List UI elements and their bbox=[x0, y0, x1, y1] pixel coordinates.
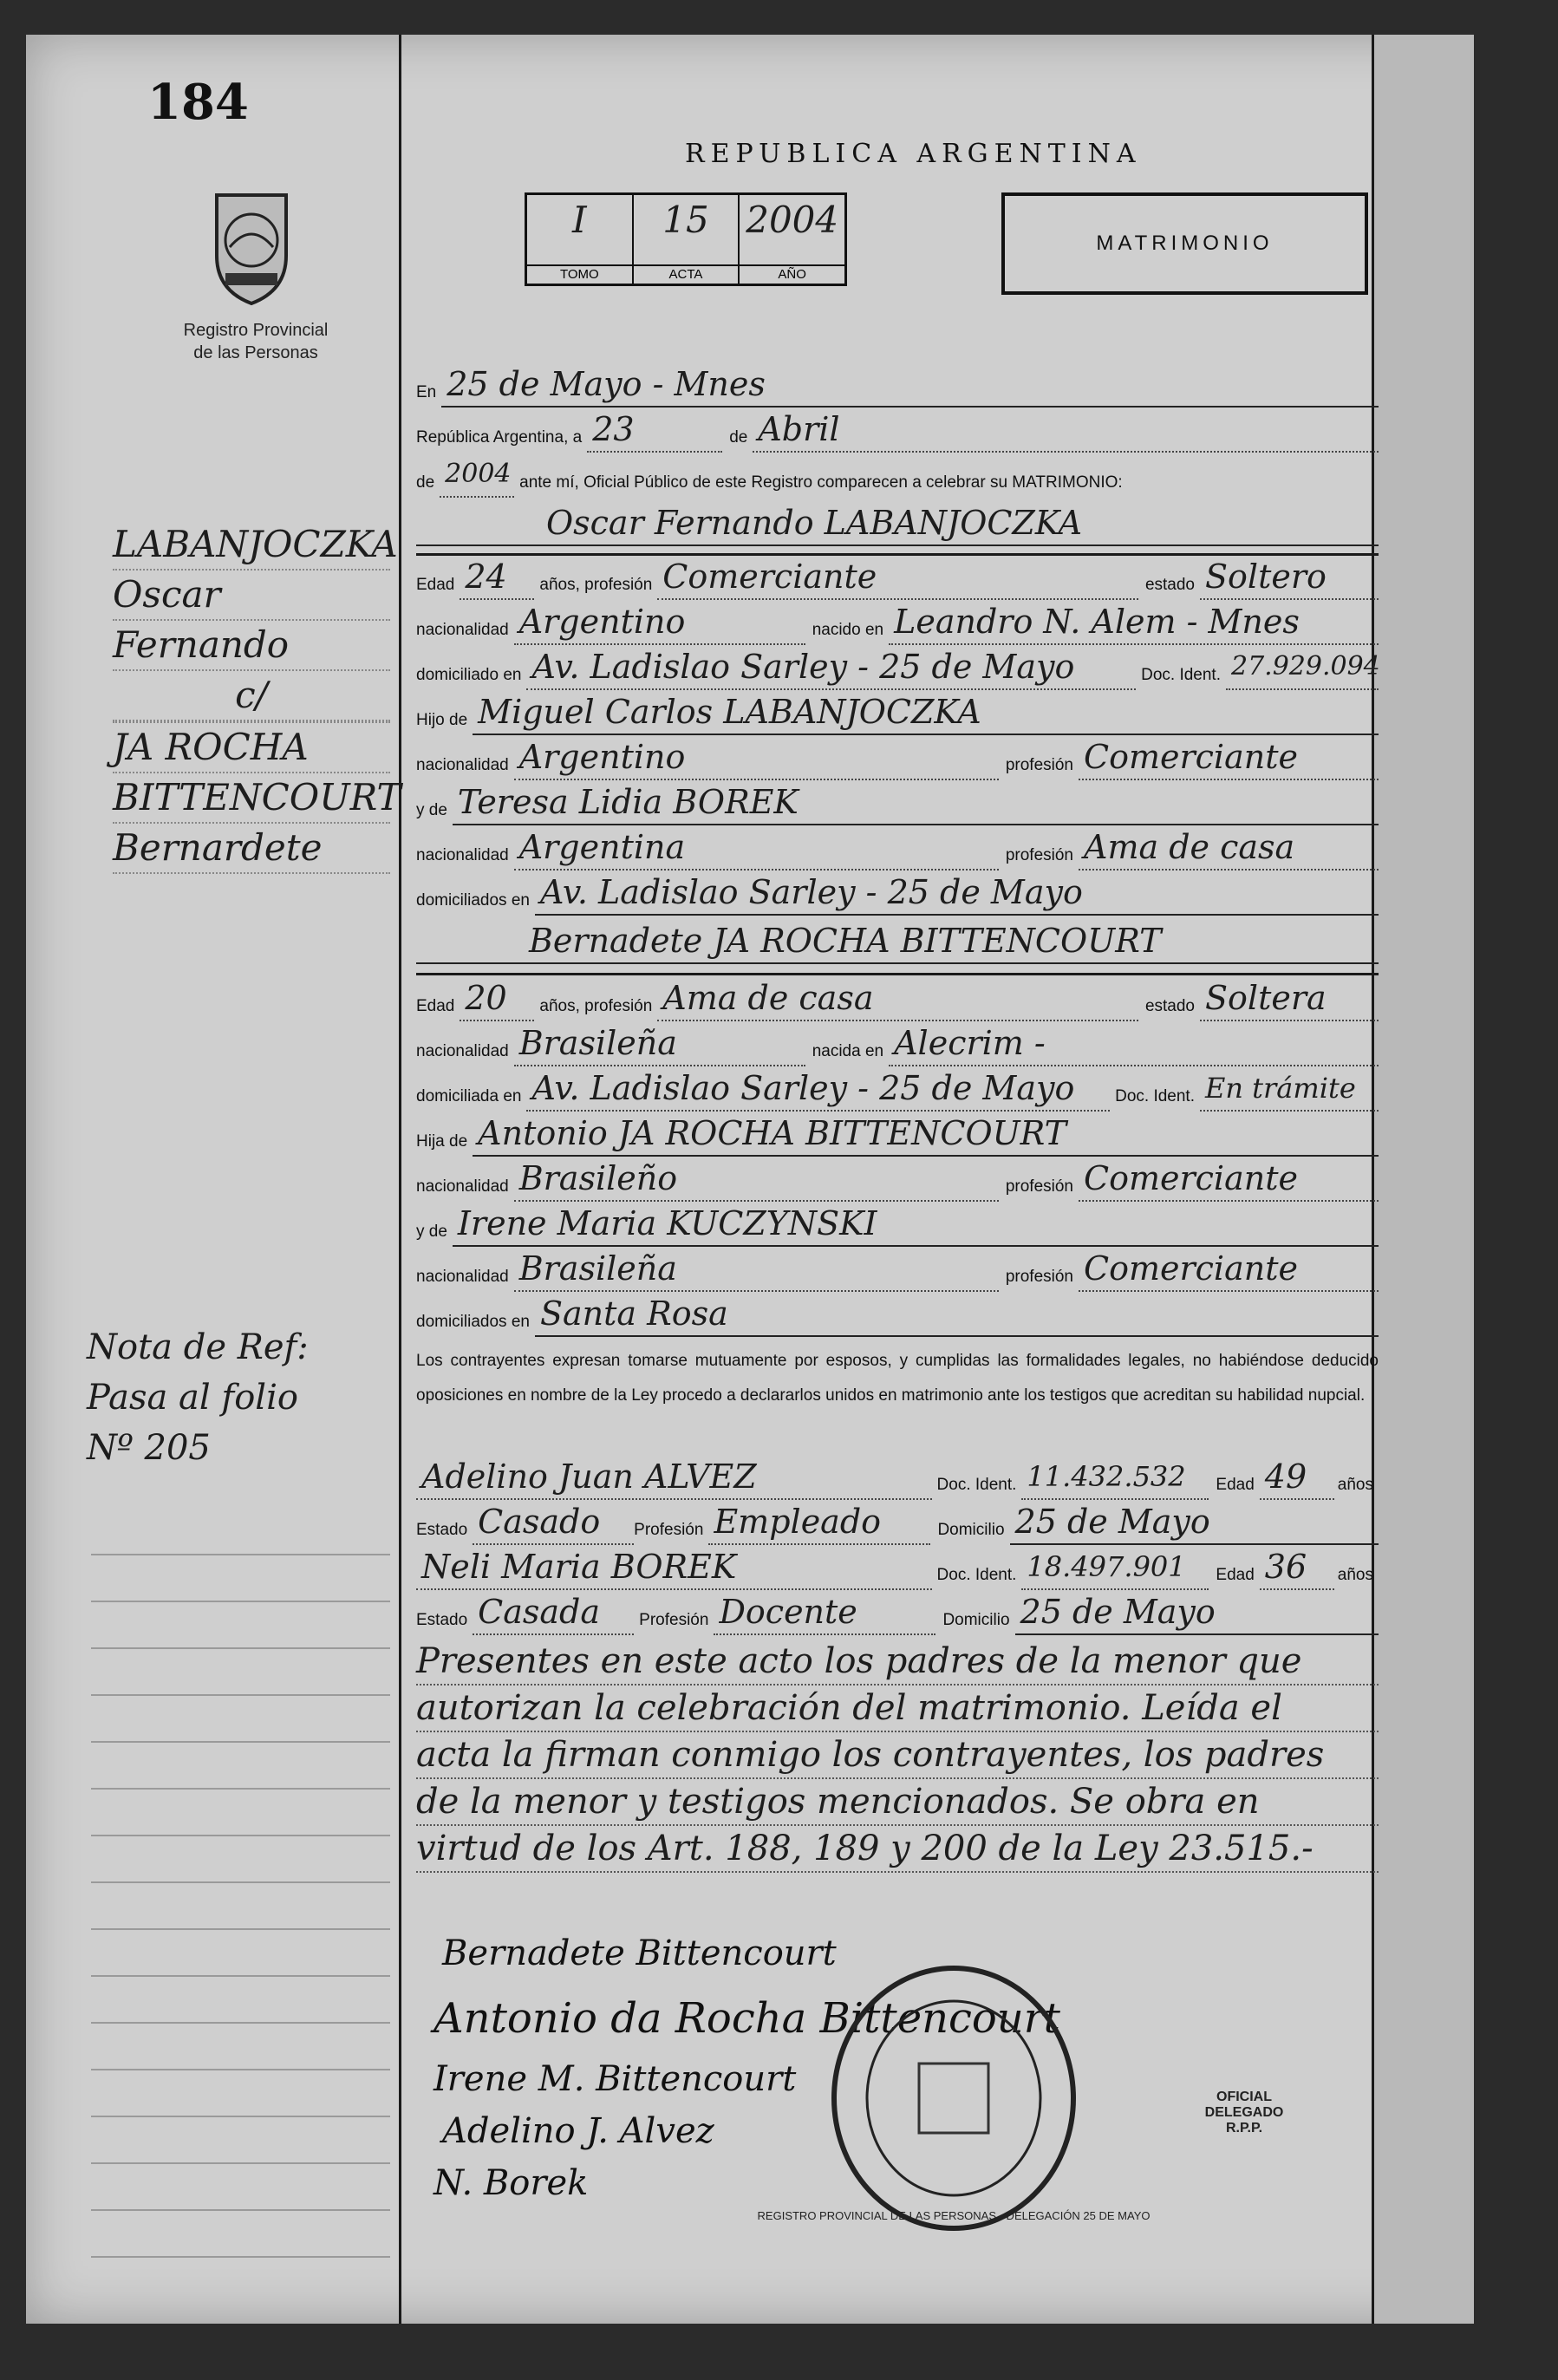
tomo-value: I bbox=[572, 199, 587, 241]
groom-parents-domicile: Av. Ladislao Sarley - 25 de Mayo bbox=[535, 872, 1379, 916]
signature: Bernadete Bittencourt bbox=[442, 1933, 837, 1973]
official-stamp-line: R.P.P. bbox=[1225, 2121, 1263, 2135]
doc-label: Doc. Ident. bbox=[1115, 1087, 1195, 1105]
profesion-label: profesión bbox=[1005, 1268, 1073, 1286]
bride-mother-nationality: Brasileña bbox=[514, 1249, 999, 1292]
bride-father-line bbox=[416, 1113, 1379, 1157]
bride-age-line bbox=[416, 978, 1379, 1021]
estado-label: estado bbox=[1144, 997, 1195, 1015]
page-number: 184 bbox=[147, 74, 249, 131]
section-divider bbox=[416, 553, 1379, 556]
nacido-label: nacido en bbox=[812, 621, 884, 639]
groom-mother-line bbox=[416, 782, 1379, 825]
domiciliados-label: domiciliados en bbox=[416, 1313, 530, 1331]
witness-1-info-line bbox=[416, 1502, 1379, 1545]
remark-line: virtud de los Art. 188, 189 y 200 de la Ley 23.515.- bbox=[416, 1826, 1379, 1873]
witness-2-line bbox=[416, 1547, 1379, 1590]
nacionalidad-label: nacionalidad bbox=[416, 846, 509, 864]
witness-1-profession: Empleado bbox=[708, 1502, 930, 1545]
margin-name-line: Oscar bbox=[113, 571, 390, 621]
bride-father-profession: Comerciante bbox=[1079, 1158, 1379, 1202]
profesion-label: Profesión bbox=[634, 1521, 704, 1539]
remark-line: autorizan la celebración del matrimonio. Leída el bbox=[416, 1686, 1379, 1732]
signature: Adelino J. Alvez bbox=[442, 2111, 714, 2151]
margin-name-line: c/ bbox=[113, 671, 390, 721]
tomo-cell bbox=[527, 195, 634, 284]
note-line: Nota de Ref: bbox=[87, 1327, 309, 1367]
estado-label: Estado bbox=[416, 1521, 468, 1539]
domicilio-label: Domicilio bbox=[937, 1521, 1005, 1539]
groom-parents-domicile-line bbox=[416, 872, 1379, 916]
witness-2-info-line bbox=[416, 1592, 1379, 1635]
witness-2-profession: Docente bbox=[714, 1592, 935, 1635]
bride-name: Bernadete JA ROCHA BITTENCOURT bbox=[416, 921, 1379, 964]
ano-cell bbox=[740, 195, 844, 284]
margin-names bbox=[113, 520, 401, 874]
provincia-de-misiones-seal-icon bbox=[199, 186, 303, 308]
nacionalidad-label: nacionalidad bbox=[416, 1177, 509, 1196]
groom-father-line bbox=[416, 692, 1379, 735]
bride-mother-profession: Comerciante bbox=[1079, 1249, 1379, 1292]
bride-father-nationality: Brasileño bbox=[514, 1158, 999, 1202]
profesion-label: años, profesión bbox=[539, 997, 653, 1015]
edad-label: Edad bbox=[416, 997, 455, 1015]
hija-label: Hija de bbox=[416, 1132, 468, 1151]
remark-line: acta la firman conmigo los contrayentes, los padres bbox=[416, 1732, 1379, 1779]
witness-2-domicile: 25 de Mayo bbox=[1015, 1592, 1379, 1635]
nacionalidad-label: nacionalidad bbox=[416, 621, 509, 639]
bride-name-line bbox=[416, 921, 1379, 964]
nacida-label: nacida en bbox=[812, 1042, 884, 1060]
groom-profession: Comerciante bbox=[657, 557, 1138, 600]
reference-note bbox=[87, 1322, 394, 1473]
groom-mother-nationality: Argentina bbox=[514, 827, 999, 870]
handwritten-remarks bbox=[416, 1639, 1379, 1873]
witness-1-line bbox=[416, 1457, 1379, 1500]
acta-value: 15 bbox=[662, 199, 709, 241]
groom-doc: 27.929.094 bbox=[1226, 647, 1379, 690]
groom-domicile-line bbox=[416, 647, 1379, 690]
signatures-area bbox=[407, 1916, 1379, 2289]
signature: Antonio da Rocha Bittencourt bbox=[434, 1994, 1060, 2043]
anos-label: años bbox=[1337, 1476, 1373, 1494]
margin-column bbox=[26, 35, 401, 2324]
margin-name-line: JA ROCHA bbox=[113, 723, 390, 773]
groom-nationality-line bbox=[416, 602, 1379, 645]
year-value: 2004 bbox=[440, 454, 514, 498]
bride-father-info-line bbox=[416, 1158, 1379, 1202]
nacionalidad-label: nacionalidad bbox=[416, 756, 509, 774]
y-de-label: y de bbox=[416, 801, 447, 819]
estado-label: Estado bbox=[416, 1611, 468, 1629]
registry-line-1: Registro Provincial bbox=[183, 321, 329, 340]
doc-label: Doc. Ident. bbox=[936, 1476, 1017, 1494]
place-value: 25 de Mayo - Mnes bbox=[441, 364, 1379, 408]
margin-name-line: LABANJOCZKA bbox=[113, 520, 390, 571]
witness-2-name: Neli Maria BOREK bbox=[416, 1547, 932, 1590]
y-de-label: y de bbox=[416, 1223, 447, 1241]
domiciliados-label: domiciliados en bbox=[416, 891, 530, 910]
profesion-label: Profesión bbox=[639, 1611, 709, 1629]
acta-label: ACTA bbox=[634, 264, 739, 284]
edad-label: Edad bbox=[416, 576, 455, 594]
note-line: Nº 205 bbox=[87, 1428, 211, 1468]
acta-cell bbox=[634, 195, 740, 284]
witness-1-doc: 11.432.532 bbox=[1021, 1457, 1209, 1500]
bride-birthplace: Alecrim - bbox=[889, 1023, 1379, 1066]
groom-status: Soltero bbox=[1200, 557, 1379, 600]
groom-name-line bbox=[416, 503, 1379, 546]
bride-parents-domicile: Santa Rosa bbox=[535, 1294, 1379, 1337]
ruled-lines bbox=[91, 1509, 390, 2263]
bride-domicile: Av. Ladislao Sarley - 25 de Mayo bbox=[526, 1068, 1110, 1112]
witness-1-age: 49 bbox=[1260, 1457, 1334, 1500]
de-label: de bbox=[729, 428, 748, 447]
document-type-box: MATRIMONIO bbox=[1001, 192, 1368, 295]
bride-mother-info-line bbox=[416, 1249, 1379, 1292]
bride-father: Antonio JA ROCHA BITTENCOURT bbox=[473, 1113, 1379, 1157]
profesion-label: profesión bbox=[1005, 756, 1073, 774]
registry-name bbox=[139, 319, 373, 364]
groom-domicile: Av. Ladislao Sarley - 25 de Mayo bbox=[526, 647, 1136, 690]
bride-status: Soltera bbox=[1200, 978, 1379, 1021]
groom-mother-profession: Ama de casa bbox=[1079, 827, 1379, 870]
witness-2-status: Casada bbox=[473, 1592, 634, 1635]
witness-1-domicile: 25 de Mayo bbox=[1010, 1502, 1379, 1545]
groom-age-line bbox=[416, 557, 1379, 600]
doc-label: Doc. Ident. bbox=[936, 1566, 1017, 1584]
margin-name-line: BITTENCOURT bbox=[113, 773, 390, 824]
place-line bbox=[416, 364, 1379, 408]
groom-nationality: Argentino bbox=[514, 602, 805, 645]
bride-profession: Ama de casa bbox=[657, 978, 1138, 1021]
nacionalidad-label: nacionalidad bbox=[416, 1268, 509, 1286]
doc-label: Doc. Ident. bbox=[1141, 666, 1221, 684]
profesion-label: profesión bbox=[1005, 846, 1073, 864]
groom-father-nationality: Argentino bbox=[514, 737, 999, 780]
bride-nationality-line bbox=[416, 1023, 1379, 1066]
bride-mother-line bbox=[416, 1203, 1379, 1247]
groom-father-info-line bbox=[416, 737, 1379, 780]
witness-1-name: Adelino Juan ALVEZ bbox=[416, 1457, 932, 1500]
witness-1-status: Casado bbox=[473, 1502, 634, 1545]
tomo-acta-ano-box bbox=[525, 192, 847, 286]
official-stamp bbox=[1153, 2090, 1335, 2202]
margin-name-line: Bernardete bbox=[113, 824, 390, 874]
de2-label: de bbox=[416, 473, 435, 492]
registry-stamp bbox=[757, 1959, 1151, 2237]
groom-father-profession: Comerciante bbox=[1079, 737, 1379, 780]
country-title: REPUBLICA ARGENTINA bbox=[685, 139, 1142, 169]
tomo-label: TOMO bbox=[527, 264, 632, 284]
bride-parents-domicile-line bbox=[416, 1294, 1379, 1337]
registry-line-2: de las Personas bbox=[193, 343, 318, 362]
domicilio-label: Domicilio bbox=[942, 1611, 1010, 1629]
edad-label: Edad bbox=[1216, 1566, 1255, 1584]
section-divider bbox=[416, 973, 1379, 975]
bride-domicile-line bbox=[416, 1068, 1379, 1112]
note-line: Pasa al folio bbox=[87, 1378, 298, 1418]
en-label: En bbox=[416, 383, 437, 401]
ano-value: 2004 bbox=[746, 199, 839, 241]
bride-nationality: Brasileña bbox=[514, 1023, 805, 1066]
domicilio-label: domiciliada en bbox=[416, 1087, 522, 1105]
official-stamp-line: OFICIAL bbox=[1216, 2090, 1272, 2104]
stamp-text: REGISTRO PROVINCIAL DE LAS PERSONAS - DELEGACIÓN 25 DE MAYO bbox=[757, 2209, 1151, 2222]
groom-father: Miguel Carlos LABANJOCZKA bbox=[473, 692, 1379, 735]
groom-age: 24 bbox=[460, 557, 534, 600]
edad-label: Edad bbox=[1216, 1476, 1255, 1494]
witness-2-doc: 18.497.901 bbox=[1021, 1547, 1209, 1590]
hijo-label: Hijo de bbox=[416, 711, 468, 729]
bride-doc: En trámite bbox=[1200, 1068, 1379, 1112]
month-value: Abril bbox=[753, 409, 1379, 453]
declaration-text: Los contrayentes expresan tomarse mutuamente por esposos, y cumplidas las formalidades legales, no habiéndose deducido oposiciones en nombre de la Ley procedo a declararlos unidos en matrimonio ante los testigos que acreditan su habilidad nupcial. bbox=[416, 1352, 1379, 1405]
witness-2-age: 36 bbox=[1260, 1547, 1334, 1590]
domicilio-label: domiciliado en bbox=[416, 666, 522, 684]
groom-birthplace: Leandro N. Alem - Mnes bbox=[889, 602, 1379, 645]
certificate-page bbox=[26, 35, 1474, 2324]
remark-line: Presentes en este acto los padres de la menor que bbox=[416, 1639, 1379, 1686]
official-stamp-line: DELEGADO bbox=[1204, 2105, 1284, 2120]
right-frame bbox=[1372, 35, 1474, 2324]
groom-name: Oscar Fernando LABANJOCZKA bbox=[416, 503, 1379, 546]
estado-label: estado bbox=[1144, 576, 1195, 594]
year-line bbox=[416, 454, 1379, 498]
signature: Irene M. Bittencourt bbox=[434, 2059, 797, 2099]
date-line bbox=[416, 409, 1379, 453]
anos-label: años bbox=[1337, 1566, 1373, 1584]
ano-label: AÑO bbox=[740, 264, 844, 284]
day-value: 23 bbox=[587, 409, 722, 453]
groom-mother: Teresa Lidia BOREK bbox=[453, 782, 1379, 825]
bride-mother: Irene Maria KUCZYNSKI bbox=[453, 1203, 1379, 1247]
margin-name-line: Fernando bbox=[113, 621, 390, 671]
profesion-label: años, profesión bbox=[539, 576, 653, 594]
bride-age: 20 bbox=[460, 978, 534, 1021]
remark-line: de la menor y testigos mencionados. Se obra en bbox=[416, 1779, 1379, 1826]
nacionalidad-label: nacionalidad bbox=[416, 1042, 509, 1060]
republica-label: República Argentina, a bbox=[416, 428, 583, 447]
comparecen-text: ante mí, Oficial Público de este Registro comparecen a celebrar su MATRIMONIO: bbox=[519, 473, 1123, 492]
signature: N. Borek bbox=[434, 2163, 589, 2203]
profesion-label: profesión bbox=[1005, 1177, 1073, 1196]
groom-mother-info-line bbox=[416, 827, 1379, 870]
